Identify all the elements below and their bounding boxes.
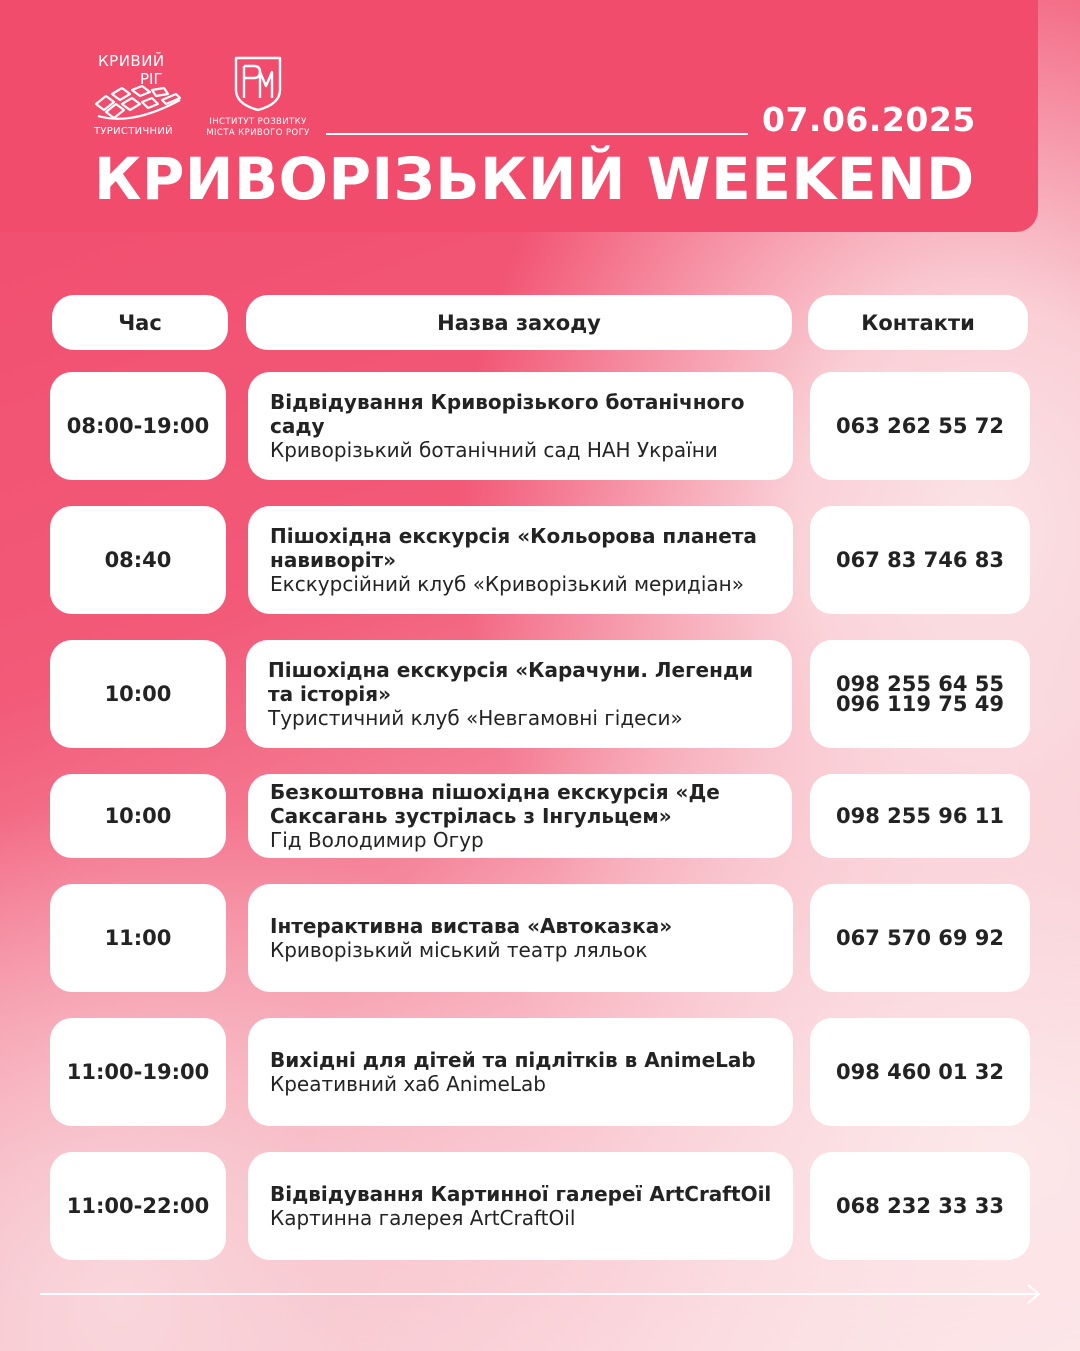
time-text: 08:00-19:00 bbox=[66, 414, 210, 438]
row-6-event bbox=[248, 1018, 793, 1126]
irm-caption-line2: МІСТА КРИВОГО РОГУ bbox=[206, 128, 310, 138]
event-title: Пішохідна екскурсія «Кольорова планета навиворіт» bbox=[270, 524, 757, 572]
event-organizer: Креативний хаб AnimeLab bbox=[270, 1072, 546, 1096]
event-organizer: Криворізький ботанічний сад НАН України bbox=[270, 438, 718, 462]
arrow-right-icon[interactable] bbox=[40, 1283, 1044, 1305]
row-6-time bbox=[50, 1018, 226, 1126]
row-7-time bbox=[50, 1152, 226, 1260]
event-title: Пішохідна екскурсія «Карачуни. Легенди та історія» bbox=[268, 658, 754, 706]
row-3-event bbox=[246, 640, 792, 748]
column-header-time: Час bbox=[52, 295, 228, 350]
event-title: Інтерактивна вистава «Автоказка» bbox=[270, 914, 673, 938]
row-7-event bbox=[248, 1152, 793, 1260]
time-text: 11:00 bbox=[104, 926, 172, 950]
column-header-contacts: Контакти bbox=[808, 295, 1028, 350]
row-3-contacts bbox=[810, 640, 1030, 748]
phone-number[interactable]: 068 232 33 33 bbox=[835, 1194, 1005, 1218]
row-1-time bbox=[50, 372, 226, 480]
phone-number[interactable]: 067 570 69 92 bbox=[835, 926, 1005, 950]
time-text: 11:00-22:00 bbox=[66, 1194, 210, 1218]
event-date: 07.06.2025 bbox=[762, 100, 976, 139]
row-2-event bbox=[248, 506, 793, 614]
time-text: 10:00 bbox=[104, 804, 172, 828]
event-organizer: Екскурсійний клуб «Криворізький меридіан» bbox=[270, 572, 744, 596]
row-4-event bbox=[248, 774, 792, 858]
row-2-contacts bbox=[810, 506, 1030, 614]
row-5-time bbox=[50, 884, 226, 992]
row-5-event bbox=[248, 884, 793, 992]
row-6-contacts bbox=[810, 1018, 1030, 1126]
kryvyi-rih-tourist-logo bbox=[90, 50, 185, 140]
row-5-contacts bbox=[810, 884, 1030, 992]
phone-number[interactable]: 098 460 01 32 bbox=[835, 1060, 1005, 1084]
event-title: Відвідування Картинної галереї ArtCraftOil bbox=[270, 1182, 772, 1206]
row-4-contacts bbox=[810, 774, 1030, 858]
irm-caption-line1: ІНСТИТУТ РОЗВИТКУ bbox=[209, 117, 307, 127]
row-4-time bbox=[50, 774, 226, 858]
page-title: КРИВОРІЗЬКИЙ WEEKEND bbox=[94, 145, 975, 213]
phone-number[interactable]: 098 255 96 11 bbox=[835, 804, 1005, 828]
logo-text-line2: РІГ bbox=[140, 70, 163, 88]
event-organizer: Гід Володимир Огур bbox=[270, 828, 484, 852]
column-header-event: Назва заходу bbox=[246, 295, 792, 350]
row-3-time bbox=[50, 640, 226, 748]
event-organizer: Криворізький міський театр ляльок bbox=[270, 938, 648, 962]
irm-emblem-icon bbox=[230, 52, 286, 112]
event-organizer: Картинна галерея ArtCraftOil bbox=[270, 1206, 576, 1230]
row-2-time bbox=[50, 506, 226, 614]
phone-number[interactable]: 096 119 75 49 bbox=[835, 692, 1005, 716]
row-7-contacts bbox=[810, 1152, 1030, 1260]
event-organizer: Туристичний клуб «Невгамовні гідеси» bbox=[268, 706, 683, 730]
event-title: Відвідування Криворізького ботанічного саду bbox=[270, 390, 745, 438]
header-divider bbox=[326, 133, 748, 135]
row-1-contacts bbox=[810, 372, 1030, 480]
phone-number[interactable]: 098 255 64 55 bbox=[835, 672, 1005, 696]
event-title: Безкоштовна пішохідна екскурсія «Де Саксагань зустрілась з Інгульцем» bbox=[270, 780, 720, 828]
time-text: 11:00-19:00 bbox=[66, 1060, 210, 1084]
time-text: 08:40 bbox=[104, 548, 172, 572]
logo-text-line3: ТУРИСТИЧНИЙ bbox=[94, 126, 173, 137]
logo-text-line1: КРИВИЙ bbox=[98, 52, 165, 70]
row-1-event bbox=[248, 372, 793, 480]
header-banner bbox=[0, 0, 1038, 232]
irm-institute-logo bbox=[198, 52, 318, 142]
bricks-icon bbox=[92, 82, 184, 126]
phone-number[interactable]: 063 262 55 72 bbox=[835, 414, 1005, 438]
event-title: Вихідні для дітей та підлітків в AnimeLab bbox=[270, 1048, 756, 1072]
time-text: 10:00 bbox=[104, 682, 172, 706]
phone-number[interactable]: 067 83 746 83 bbox=[835, 548, 1005, 572]
